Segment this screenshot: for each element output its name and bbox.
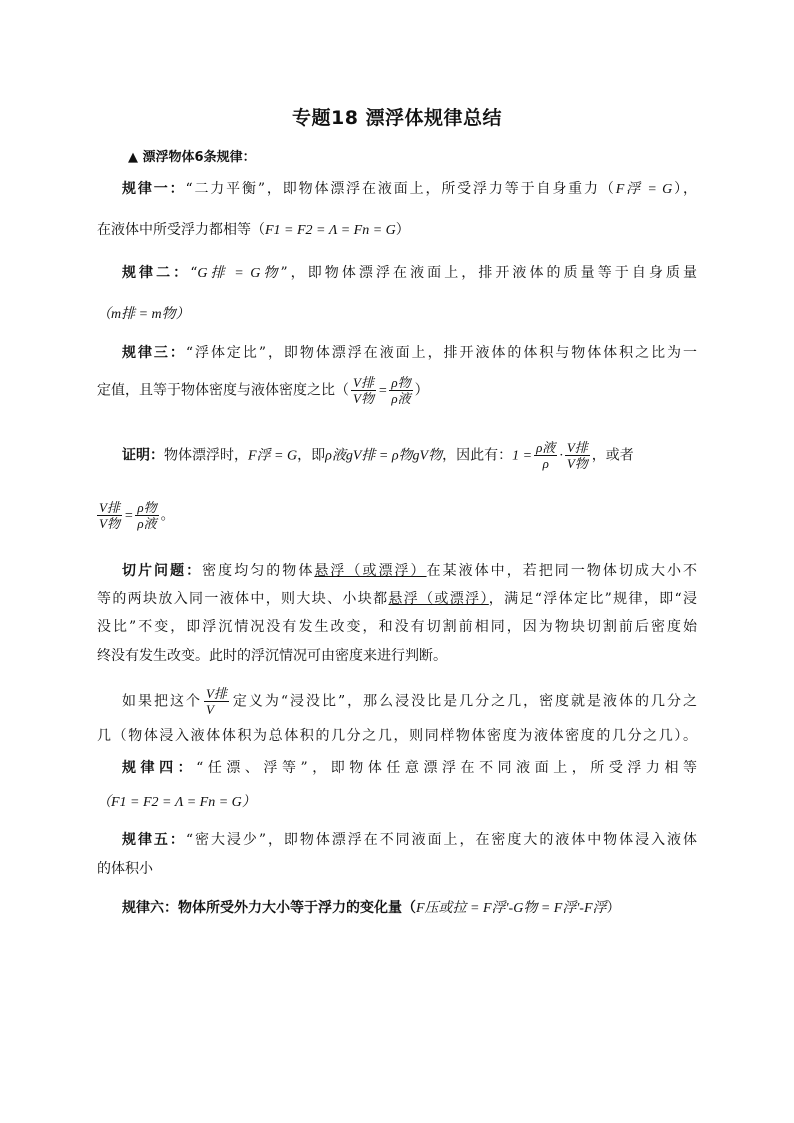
rule2-label: 规律二： bbox=[122, 265, 191, 281]
slice-line1-a: 密度均匀的物体 bbox=[202, 563, 315, 579]
proof-text1: 物体漂浮时， bbox=[164, 447, 248, 464]
rule5-text: “密大浸少”，即物体漂浮在不同液面上，在密度大的液体中物体浸入液体 bbox=[185, 832, 697, 848]
rule2-line2 bbox=[97, 303, 697, 323]
rule6-end: ） bbox=[606, 900, 621, 916]
proof-text2: ，即 bbox=[297, 447, 326, 464]
rule6-label: 规律六： bbox=[122, 900, 178, 916]
rule2-line2-formula: （m排 = m物） bbox=[97, 307, 190, 322]
proof-formula1: F浮 = G bbox=[248, 448, 298, 464]
fraction-denominator: V bbox=[205, 702, 214, 717]
slice-line2 bbox=[97, 588, 697, 608]
rule3-line2-text: 定值，且等于物体密度与液体密度之比（ bbox=[97, 382, 349, 399]
slice-label: 切片问题： bbox=[122, 563, 203, 579]
rule1-line1 bbox=[122, 178, 697, 198]
proof-text3: ，因此有： bbox=[442, 447, 513, 464]
fraction-numerator: ρ物 bbox=[391, 375, 411, 390]
rule3-line1 bbox=[122, 342, 697, 362]
rule1-label: 规律一： bbox=[122, 181, 186, 197]
fraction-denominator: V物 bbox=[353, 391, 374, 406]
proof-result-fraction-v bbox=[97, 500, 122, 531]
rule3-label: 规律三： bbox=[122, 345, 186, 361]
equals-sign: = bbox=[377, 383, 388, 399]
proof-line2 bbox=[97, 500, 697, 531]
fraction-numerator: ρ物 bbox=[137, 500, 157, 515]
slice-line5 bbox=[122, 686, 697, 717]
fraction-numerator: V排 bbox=[205, 686, 227, 701]
slice-line2-b: ，满足“浮体定比”规律，即“浸 bbox=[488, 591, 697, 607]
rule3-fraction-rho bbox=[389, 375, 412, 406]
rule3-text: “浮体定比”，即物体漂浮在液面上，排开液体的体积与物体体积之比为一 bbox=[185, 345, 697, 361]
proof-formula2: ρ液gV排 = ρ物gV物 bbox=[325, 448, 443, 464]
fraction-numerator: V排 bbox=[99, 500, 120, 515]
rule1-line2-end: ） bbox=[395, 222, 410, 238]
rule6-formula: F压或拉 = F浮'-G物 = F浮'-F浮 bbox=[416, 901, 607, 916]
rule2-text: ”，即物体漂浮在液面上，排开液体的质量等于自身质量 bbox=[280, 265, 698, 281]
slice-line6: 几（物体浸入液体体积为总体积的几分之几，则同样物体密度为液体密度的几分之几）。 bbox=[97, 728, 697, 744]
rule6-text: 物体所受外力大小等于浮力的变化量（ bbox=[178, 900, 416, 916]
proof-one-equals: 1 = bbox=[512, 448, 533, 464]
rule2-line1 bbox=[122, 262, 697, 282]
fraction-numerator: ρ液 bbox=[536, 440, 556, 455]
rule3-line2 bbox=[97, 375, 697, 406]
rule4-text: “任漂、浮等”，即物体任意漂浮在不同液面上，所受浮力相等 bbox=[196, 760, 697, 776]
rule1-line2 bbox=[97, 219, 697, 239]
proof-fraction-rho bbox=[534, 440, 557, 471]
rule5-line2: 的体积小 bbox=[97, 861, 153, 877]
slice-line2-a: 等的两块放入同一液体中，则大块、小块都 bbox=[97, 591, 389, 607]
slice-line5-b: 定义为“浸没比”，那么浸没比是几分之几，密度就是液体的几分之 bbox=[230, 693, 697, 710]
rule3-line2-end: ） bbox=[414, 382, 429, 399]
rule5-line1 bbox=[122, 829, 697, 849]
proof-label: 证明： bbox=[122, 447, 164, 464]
rule3-fraction-v bbox=[351, 375, 376, 406]
fraction-denominator: ρ液 bbox=[391, 391, 411, 406]
page-title: 专题18 漂浮体规律总结 bbox=[291, 107, 503, 129]
rule4-label: 规律四： bbox=[122, 760, 197, 776]
fraction-denominator: ρ bbox=[542, 456, 549, 471]
rule4-line2 bbox=[97, 791, 697, 811]
rule1-formula: F浮 = G bbox=[615, 182, 673, 197]
rule1-end: ）， bbox=[672, 181, 698, 197]
proof-result-fraction-rho bbox=[135, 500, 158, 531]
fraction-denominator: V物 bbox=[566, 456, 588, 471]
rule4-line1 bbox=[122, 757, 697, 777]
slice-line5-a: 如果把这个 bbox=[122, 693, 202, 710]
rule6-line1 bbox=[122, 897, 697, 917]
fraction-numerator: V排 bbox=[566, 440, 588, 455]
slice-fraction-immersion bbox=[204, 686, 229, 717]
fraction-numerator: V排 bbox=[353, 375, 374, 390]
section-heading: ▲ 漂浮物体6条规律： bbox=[128, 150, 256, 165]
proof-text4: ，或者 bbox=[591, 447, 634, 464]
fraction-denominator: ρ液 bbox=[137, 516, 157, 531]
slice-line4: 终没有发生改变。此时的浮沉情况可由密度来进行判断。 bbox=[97, 648, 447, 664]
slice-line3: 没比”不变，即浮沉情况没有发生改变，和没有切割前相同，因为物块切割前后密度始 bbox=[97, 619, 697, 635]
rule1-line2-formula: F1 = F2 = Λ = Fn = G bbox=[265, 223, 396, 238]
dot-operator: · bbox=[559, 448, 563, 464]
proof-end: 。 bbox=[160, 507, 175, 524]
slice-line1-b: 在某液体中，若把同一物体切成大小不 bbox=[426, 563, 698, 579]
proof-fraction-v bbox=[565, 440, 590, 471]
rule1-line2-text: 在液体中所受浮力都相等（ bbox=[97, 222, 265, 238]
rule4-formula: （F1 = F2 = Λ = Fn = G） bbox=[97, 795, 256, 810]
rule2-quote-open: “ bbox=[190, 265, 198, 281]
fraction-denominator: V物 bbox=[99, 516, 120, 531]
rule1-text: “二力平衡”，即物体漂浮在液面上，所受浮力等于自身重力（ bbox=[185, 181, 616, 197]
rule2-formula: G排 = G物 bbox=[197, 266, 281, 281]
slice-line2-underlined: 悬浮（或漂浮） bbox=[388, 591, 489, 607]
equals-sign: = bbox=[123, 508, 134, 524]
rule5-label: 规律五： bbox=[122, 832, 186, 848]
slice-line1-underlined: 悬浮（或漂浮） bbox=[314, 563, 427, 579]
proof-line1 bbox=[122, 440, 697, 471]
slice-line1 bbox=[122, 560, 697, 580]
